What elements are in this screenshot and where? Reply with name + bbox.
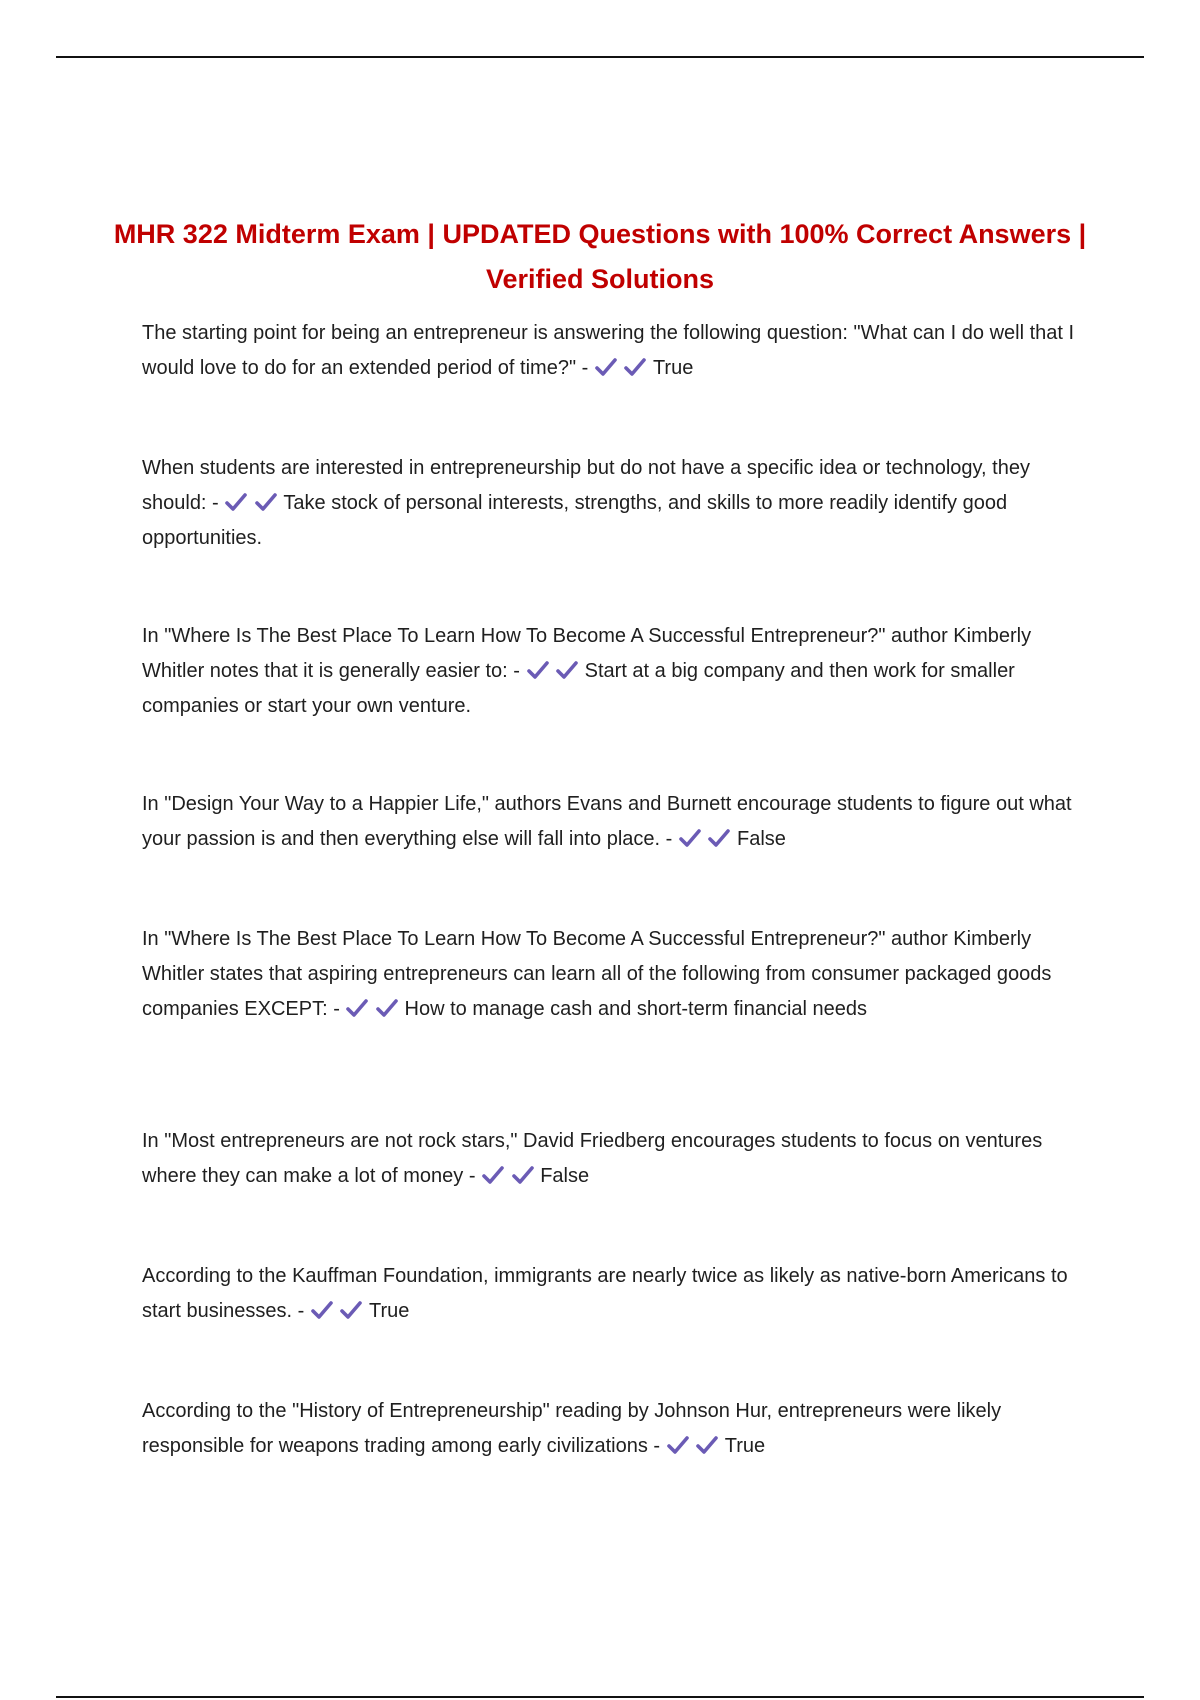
answer-text: True [368,1300,410,1322]
check-mark-icon [310,1300,334,1320]
answer-text: True [652,357,694,379]
check-mark-icon [339,1300,363,1320]
answer-marker [666,1435,725,1457]
check-mark-icon [254,492,278,512]
qa-item [142,619,1082,724]
answer-text: How to manage cash and short-term financial needs [404,998,868,1020]
qa-item [142,787,1082,857]
answer-text: Start at a big company and then work for smaller companies or start your own venture. [142,660,1015,717]
check-mark-icon [345,998,369,1018]
question-text: In "Most entrepreneurs are not rock stars," David Friedberg encourages students to focus on ventures where they can make a lot of money - [142,1130,1043,1187]
qa-item [142,1124,1082,1194]
check-mark-icon [594,357,618,377]
question-text: According to the Kauffman Foundation, immigrants are nearly twice as likely as native-born Americans to start businesses. - [142,1265,1068,1322]
question-text: In "Where Is The Best Place To Learn How To Become A Successful Entrepreneur?" author Kimberly Whitler notes that it is generally easier to: - [142,625,1032,682]
check-mark-icon [511,1165,535,1185]
check-mark-icon [224,492,248,512]
question-text: According to the "History of Entrepreneurship" reading by Johnson Hur, entrepreneurs were likely responsible for weapons trading among early civilizations - [142,1400,1002,1457]
answer-text: True [724,1435,766,1457]
question-text: In "Where Is The Best Place To Learn How To Become A Successful Entrepreneur?" author Kimberly Whitler states that aspiring entrepreneurs can learn all of the following from consumer packaged goods companies EXCEPT: - [142,928,1052,1020]
answer-marker [594,357,653,379]
answer-marker [345,998,404,1020]
answer-marker [310,1300,369,1322]
top-rule [56,56,1144,58]
question-text: In "Design Your Way to a Happier Life," authors Evans and Burnett encourage students to figure out what your passion is and then everything else will fall into place. - [142,793,1072,850]
answer-text: Take stock of personal interests, strengths, and skills to more readily identify good opportunities. [142,492,1008,549]
qa-item [142,1394,1082,1464]
check-mark-icon [555,660,579,680]
question-text: The starting point for being an entrepreneur is answering the following question: "What can I do well that I would love to do for an extended period of time?" - [142,322,1075,379]
check-mark-icon [678,828,702,848]
answer-marker [678,828,737,850]
question-text: When students are interested in entrepreneurship but do not have a specific idea or technology, they should: - [142,457,1030,514]
answer-marker [526,660,585,682]
check-mark-icon [666,1435,690,1455]
check-mark-icon [695,1435,719,1455]
qa-item [142,1259,1082,1329]
check-mark-icon [623,357,647,377]
qa-item [142,316,1082,386]
bottom-rule [56,1696,1144,1698]
answer-marker [481,1165,540,1187]
answer-text: False [540,1165,590,1187]
qa-item [142,451,1082,556]
qa-item [142,922,1082,1027]
check-mark-icon [375,998,399,1018]
page-title: MHR 322 Midterm Exam | UPDATED Questions with 100% Correct Answers | Verified Solutions [113,219,1087,294]
check-mark-icon [481,1165,505,1185]
check-mark-icon [707,828,731,848]
check-mark-icon [526,660,550,680]
answer-text: False [736,828,786,850]
answer-marker [224,492,283,514]
